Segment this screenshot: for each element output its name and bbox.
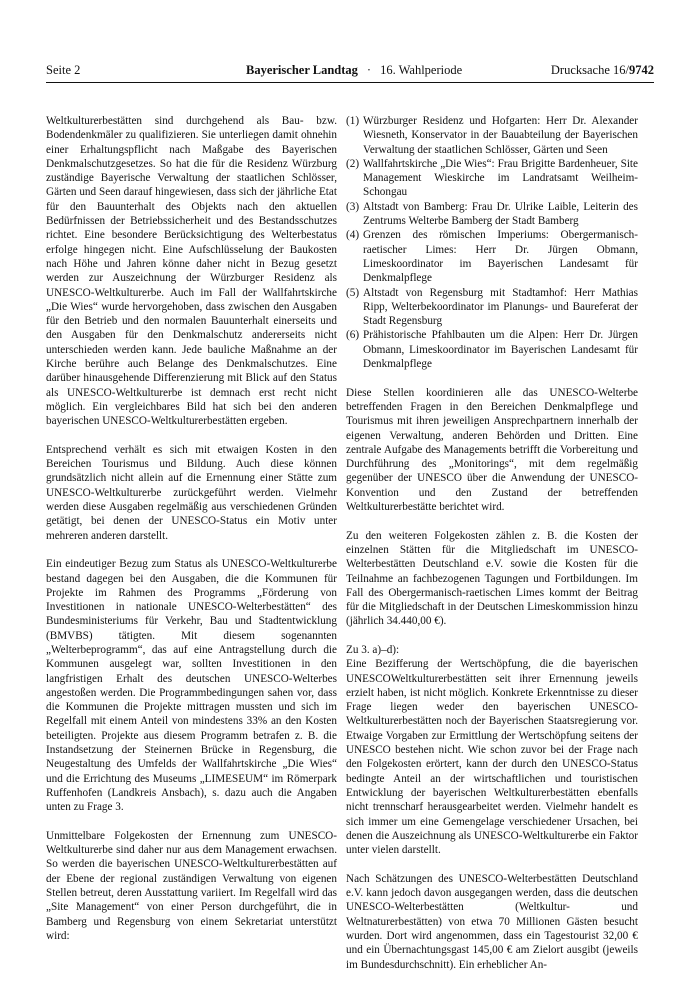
list-item: [346, 200, 638, 229]
list-text: Würzburger Residenz und Hofgarten: Herr Dr. Alexander Wiesneth, Konservator in der Bauabteilung der Bayerischen Verwaltung der staatlichen Schlösser, Gärten und Seen: [363, 115, 638, 156]
list-item: [346, 328, 638, 371]
list-number: (1): [346, 115, 360, 127]
list-number: (5): [346, 286, 360, 299]
list-item: [346, 114, 638, 157]
list-text: Prähistorische Pfahlbauten um die Alpen: Herr Dr. Jürgen Obmann, Limeskoordinator im Bayerischen Landesamt für Denkmalpflege: [363, 329, 638, 371]
document-prefix: Drucksache 16/: [550, 63, 629, 77]
paragraph: Diese Stellen koordinieren alle das UNESCO-Welterbe betreffenden Fragen in den Bereichen Denkmalpflege und Tourismus mit ihren jeweiligen Ansprechpartnern innerhalb der eigenen Verwaltung, anderen Behörden und Dritten. Eine zentrale Aufgabe des Managements betrifft die Vorbereitung und Durchführung des „Monitorings“, mit dem regelmäßig gegenüber der UNESCO über die Anwendung der UNESCO-Konvention und den Zustand der betreffenden Weltkulturerbestätte berichtet wird.: [346, 386, 638, 514]
paragraph: Ein eindeutiger Bezug zum Status als UNESCO-Weltkulturerbe bestand dagegen bei den Ausgaben, die die Kommunen für Projekte im Rahmen des Programms „Förderung von Investitionen in nationale UNESCO-Welterbestätten“ des Bundesministeriums für Verkehr, Bau und Stadtentwicklung (BMVBS) tätigten. Mit diesem sogenannten „Welterbeprogramm“, das auf eine Antragstellung durch die Kommunen ausgelegt war, sollten Investitionen in den langfristigen Erhalt des deutschen UNESCO-Welterbes angestoßen werden. Die Programmbedingungen sahen vor, dass die Kommunen die Projekte mittragen mussten und sich im Regelfall mit einem Anteil von mindestens 33% an den Kosten beteiligten. Projekte aus diesem Programm betrafen z. B. die Instandsetzung der Steinernen Brücke in Regensburg, die Neugestaltung des Umfelds der Wallfahrtskirche „Die Wies“ und die Errichtung des Museums „LIMESEUM“ im Römerpark Ruffenhofen (Landkreis Ansbach), s. dazu auch die Angaben unten zu Frage 3.: [46, 558, 337, 814]
list-number: (3): [346, 200, 360, 213]
list-text: Altstadt von Regensburg mit Stadtamhof: Herr Mathias Ripp, Welterbekoordinator im Planungs- und Baureferat der Stadt Regensburg: [363, 286, 638, 328]
election-period: 16. Wahlperiode: [380, 63, 463, 77]
section-heading: Zu 3. a)–d):: [346, 643, 400, 656]
paragraph: Eine Bezifferung der Wertschöpfung, die die bayerischen UNESCOWeltkulturerbestätten seit ihrer Ernennung jeweils erzielt haben, ist nicht möglich. Konkrete Erkenntnisse zu dieser Frage liegen weder den bayerischen UNESCO-Weltkulturerbestätten noch der Bayerischen Staatsregierung vor. Etwaige Vorgaben zur Ermittlung der Wertschöpfung seitens der UNESCO bestehen nicht. Wie schon zuvor bei der Frage nach den Folgekosten erörtert, kann der durch den UNESCO-Status bedingte Anteil an der wirtschaftlichen und touristischen Entwicklung der bayerischen Weltkulturerbestätten ebenfalls nicht trennscharf herausgearbeitet werden. Vielmehr handelt es sich immer um eine Gemengelage verschiedener Ursachen, bei denen die Auszeichnung als UNESCO-Weltkulturerbe ein Faktor unter vielen darstellt.: [346, 658, 638, 857]
list-item: [346, 157, 638, 200]
paragraph: Zu den weiteren Folgekosten zählen z. B. die Kosten der einzelnen Stätten für die Mitgliedschaft im UNESCO-Welterbestätten Deutschland e.V. sowie die Kosten für die Teilnahme an fachbezogenen Tagungen und Fortbildungen. Im Fall des Obergermanisch-raetischen Limes kommt der Beitrag für die Mitgliedschaft in der Deutschen Limeskommission hinzu (jährlich 34.440,00 €).: [346, 529, 638, 628]
paragraph: Entsprechend verhält es sich mit etwaigen Kosten in den Bereichen Tourismus und Bildung. Auch diese können grundsätzlich nicht allein auf die Ernennung einer Stätte zum UNESCO-Weltkulturerbe zurückgeführt werden. Vielmehr werden diese Ausgaben regelmäßig aus verschiedenen Gründen getätigt, bei denen der UNESCO-Status ein Motiv unter mehreren anderen darstellt.: [46, 443, 337, 542]
list-item: [346, 286, 638, 329]
paragraph: Weltkulturerbestätten sind durchgehend als Bau- bzw. Bodendenkmäler zu qualifizieren. Sie unterliegen damit ohnehin einer Erhaltungspflicht nach Maßgabe des Bayerischen Denkmalschutzgesetzes. So hat die für die Residenz Würzburg zuständige Bayerische Verwaltung der staatlichen Schlösser, Gärten und Seen darauf hingewiesen, dass sich der jährliche Etat für den Bauunterhalt des Objekts nach den aktuellen Bedürfnissen der Betriebssicherheit und des Bestandsschutzes richtet. Eine besondere Berücksichtigung des Welterbestatus erfolge hingegen nicht. Eine Aufschlüsselung der Baukosten nach Höhe und Jahren könne daher nicht in Bezug gesetzt werden zur Auszeichnung der Würzburger Residenz als UNESCO-Weltkulturerbe. Auch im Fall der Wallfahrtskirche „Die Wies“ wurde hervorgehoben, dass zwischen den Ausgaben für den Betrieb und den normalen Bauunterhalt einerseits und den Ausgaben für den Denkmalschutz andererseits nicht unterschieden werden kann. Jede bauliche Maßnahme an der Kirche berühre auch Belange des Denkmalschutzes. Eine darüber hinausgehende Differenzierung mit Blick auf den Status als UNESCO-Weltkulturerbe ist demnach erst recht nicht möglich. Ein vergleichbares Bild hat sich bei den anderen bayerischen UNESCO-Weltkulturerbestätten ergeben.: [46, 115, 337, 428]
document-reference: [551, 62, 654, 78]
paragraph: Nach Schätzungen des UNESCO-Welterbestätten Deutschland e.V. kann jedoch davon ausgegangen werden, dass die deutschen UNESCO-Welterbestätten (Weltkultur- und Weltnaturerbestätten) von etwa 70 Millionen Gästen besucht wurden. Dort wird angenommen, dass ein Tagestourist 32,00 € und ein Übernachtungsgast 145,00 € am Zielort ausgibt (jeweils im Bundesdurchschnitt). Ein erheblicher An-: [346, 872, 638, 971]
page-number: Seite 2: [46, 63, 81, 77]
list-number: (2): [346, 157, 360, 170]
header-rule: [46, 82, 654, 83]
paragraph: Unmittelbare Folgekosten der Ernennung zum UNESCO-Weltkulturerbe sind daher nur aus dem Management erwachsen. So werden die bayerischen UNESCO-Weltkulturerbestätten auf der Ebene der regional zuständigen Verwaltung von eigenen Stellen betreut, deren Ausstattung variiert. Im Regelfall wird das „Site Management“ von einer Person durchgeführt, die in Bamberg und Regensburg von einem Sekretariat unterstützt wird:: [46, 829, 337, 942]
list-number: (4): [346, 229, 360, 242]
list-number: (6): [346, 329, 360, 342]
publisher-line: [246, 62, 462, 78]
page-header: [46, 62, 654, 82]
list-item: [346, 228, 638, 285]
list-text: Wallfahrtskirche „Die Wies“: Frau Brigitte Bardenheuer, Site Management Wieskirche im Landratsamt Weilheim-Schongau: [363, 157, 638, 199]
header-separator: ·: [366, 63, 372, 77]
site-manager-list: [346, 114, 638, 371]
publisher-title: Bayerischer Landtag: [246, 63, 358, 77]
list-text: Grenzen des römischen Imperiums: Obergermanisch-raetischer Limes: Herr Dr. Jürgen Obmann, Limeskoordinator im Bayerischen Landesamt für Denkmalpflege: [363, 229, 638, 285]
document-number: 9742: [629, 63, 654, 77]
right-column: [346, 114, 638, 986]
list-text: Altstadt von Bamberg: Frau Dr. Ulrike Laible, Leiterin des Zentrums Welterbe Bamberg der Stadt Bamberg: [363, 200, 638, 228]
left-column: [46, 114, 337, 958]
